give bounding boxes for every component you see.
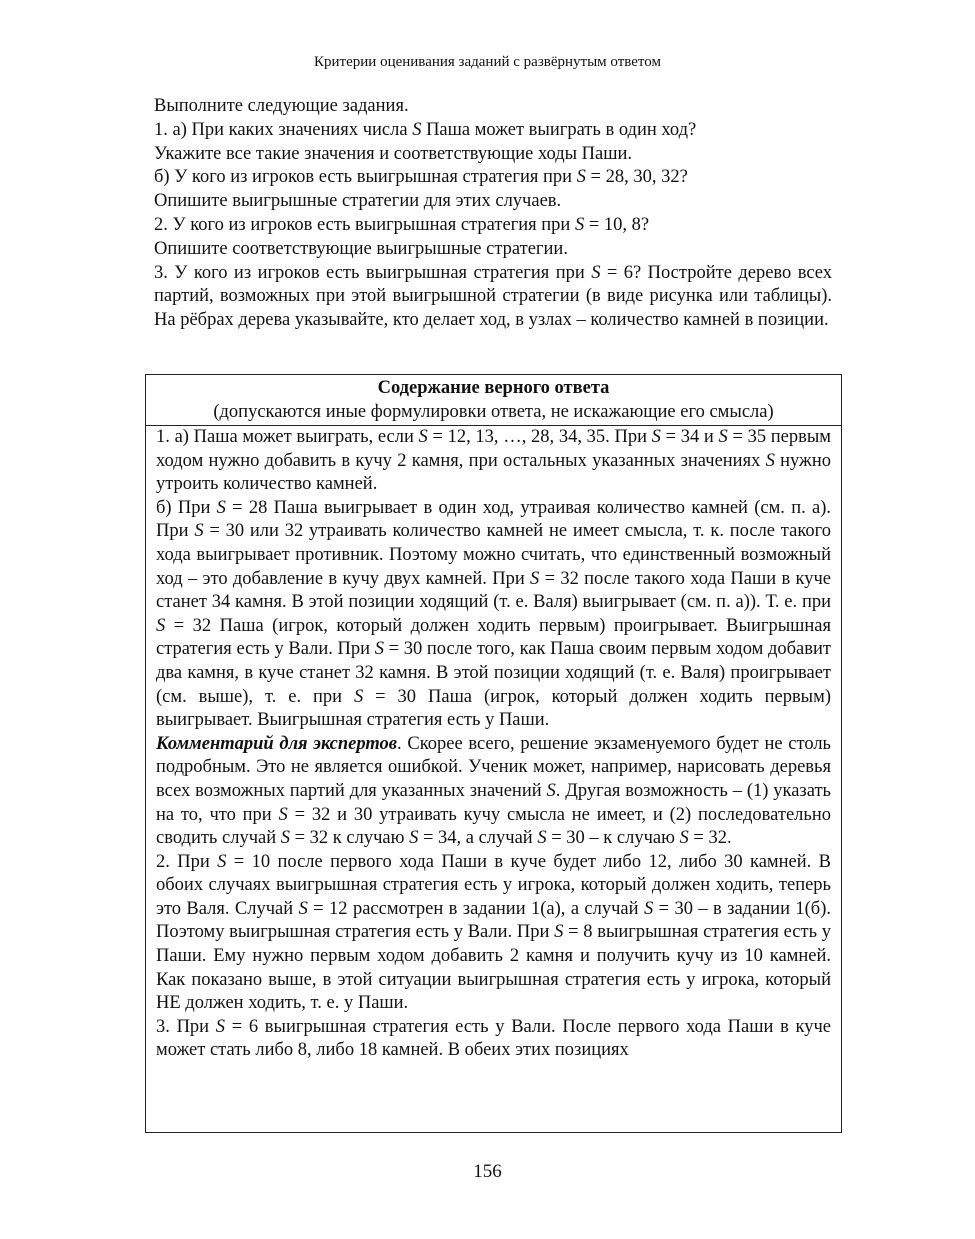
variable-s: S (354, 686, 364, 707)
task-intro: Выполните следующие задания. (154, 96, 409, 116)
task-line (154, 166, 832, 190)
answer-3 (156, 1016, 831, 1063)
text-run: = 34, а случай (418, 828, 538, 849)
variable-s: S (530, 568, 540, 589)
answer-1b (156, 497, 831, 733)
text-run: = 30 после того, как Паша своим первым ходом добавит два камня, в куче станет 32 камня. В этой позиции ходящий (т. е. Валя) проигрывает (см. выше), т. е. при (156, 639, 831, 707)
text-run: = 10, 8? (584, 214, 650, 235)
text-run: б) При (156, 497, 217, 518)
variable-s: S (418, 427, 428, 447)
text-run: Паша может выиграть в один ход? (421, 119, 697, 140)
answer-box-title: Содержание верного ответа (377, 378, 610, 398)
task-list (154, 95, 832, 333)
text-run: 2. При (156, 851, 218, 872)
text-run: = 12 рассмотрен в задании 1(а), а случай (307, 898, 644, 919)
variable-s: S (576, 167, 586, 188)
answer-2 (156, 851, 831, 1016)
task-lines (154, 119, 832, 333)
text-run: 1. а) Паша может выиграть, если (156, 427, 419, 447)
variable-s: S (409, 828, 419, 849)
text-run: Укажите все такие значения и соответствующие ходы Паши. (154, 143, 633, 164)
variable-s: S (643, 898, 654, 919)
task-line (154, 143, 832, 167)
text-run: 1. а) При каких значениях числа (154, 119, 413, 140)
variable-s: S (374, 639, 384, 660)
text-run: 2. У кого из игроков есть выигрышная стратегия при (154, 214, 575, 235)
answer-1a (156, 426, 831, 497)
variable-s: S (554, 922, 564, 943)
text-run: = 32 после такого хода Паши в куче станет 34 камня. В этой позиции ходящий (т. е. Валя) выигрывает (см. п. а)). Т. е. при (156, 568, 831, 613)
text-run: = 32 к случаю (289, 828, 410, 849)
running-header: Критерии оценивания заданий с развёрнутым ответом (314, 54, 661, 70)
variable-s: S (215, 1016, 226, 1037)
task-line (154, 190, 832, 214)
text-run: = 32 и 30 утраивать кучу смысла не имеет, и (2) последовательно сводить случай (156, 804, 831, 849)
variable-s: S (156, 615, 166, 636)
text-run: = 30 Паша (игрок, который должен ходить первым) выигрывает. Выигрышная стратегия есть у Паши. (156, 686, 831, 731)
variable-s: S (651, 427, 661, 447)
task-line (154, 214, 832, 238)
text-run: б) У кого из игроков есть выигрышная стратегия при (154, 167, 577, 188)
variable-s: S (537, 828, 547, 849)
variable-s: S (679, 828, 689, 849)
text-run: Опишите соответствующие выигрышные стратегии. (154, 238, 568, 259)
text-run: = 6? Постройте дерево всех партий, возможных при этой выигрышной стратегии (в виде рисунка или таблицы). На рёбрах дерева указывайте, кто делает ход, в узлах – количество камней в позиции. (154, 262, 832, 331)
variable-s: S (765, 450, 775, 471)
text-run: 3. При (156, 1016, 216, 1037)
expert-comment-label: Комментарий для экспертов (156, 733, 398, 754)
answer-box-body (146, 426, 841, 1063)
task-line (154, 238, 832, 262)
task-line (154, 262, 832, 333)
text-run: = 8 выигрышная стратегия есть у Паши. Ему нужно первым ходом добавить 2 камня и получить кучу из 10 камней. Как показано выше, в этой ситуации выигрышная стратегия есть у игрока, который НЕ должен ходить, т. е. у Паши. (156, 922, 832, 1014)
variable-s: S (278, 804, 288, 825)
variable-s: S (217, 851, 227, 872)
text-run: = 6 выигрышная стратегия есть у Вали. После первого хода Паши в куче может стать либо 8, либо 18 камней. В обеих этих позициях (156, 1016, 831, 1061)
variable-s: S (718, 427, 728, 447)
text-run: Опишите выигрышные стратегии для этих случаев. (154, 191, 562, 212)
text-run: нужно утроить количество камней. (156, 450, 831, 495)
task-line (154, 119, 832, 143)
text-run: = 12, 13, …, 28, 34, 35. При (427, 427, 652, 447)
answer-box-subtitle: (допускаются иные формулировки ответа, не искажающие его смысла) (213, 401, 774, 422)
text-run: = 32. (688, 828, 732, 849)
page-number: 156 (473, 1161, 502, 1182)
expert-comment (156, 733, 831, 851)
variable-s: S (591, 262, 601, 283)
variable-s: S (280, 828, 290, 849)
text-run: . Другая возможность – (1) указать на то, что при (156, 780, 831, 825)
variable-s: S (216, 497, 226, 518)
variable-s: S (298, 898, 308, 919)
text-run: = 28 Паша выигрывает в один ход, утраивая количество камней (см. п. а). При (156, 497, 831, 542)
text-run: = 28, 30, 32? (585, 167, 688, 188)
variable-s: S (574, 214, 585, 235)
text-run: = 35 первым ходом нужно добавить в кучу 2 камня, при остальных указанных значениях (156, 427, 831, 471)
answer-box-header (146, 375, 841, 426)
text-run: 3. У кого из игроков есть выигрышная стратегия при (154, 262, 592, 283)
text-run: . Скорее всего, решение экзаменуемого будет не столь подробным. Это не является ошибкой. Ученик может, например, нарисовать деревья всех возможных партий для указанных значений (156, 733, 831, 801)
text-run: = 10 после первого хода Паши в куче будет либо 12, либо 30 камней. В обоих случаях выигрышная стратегия есть у игрока, который должен ходить, теперь это Валя. Случай (156, 851, 831, 919)
variable-s: S (546, 780, 556, 801)
text-run: = 30 – к случаю (546, 828, 680, 849)
answer-box (145, 374, 842, 1133)
text-run: = 30 или 32 утраивать количество камней не имеет смысла, т. к. после такого хода выигрывает противник. Поэтому можно считать, что единственный возможный ход – это добавление в кучу двух камней. При (156, 521, 831, 589)
variable-s: S (412, 119, 422, 140)
text-run: = 32 Паша (игрок, который должен ходить первым) проигрывает. Выигрышная стратегия есть у Вали. При (156, 615, 831, 660)
text-run: = 30 – в задании 1(б). Поэтому выигрышная стратегия есть у Вали. При (156, 898, 831, 943)
text-run: = 34 и (660, 427, 719, 447)
variable-s: S (194, 521, 204, 542)
